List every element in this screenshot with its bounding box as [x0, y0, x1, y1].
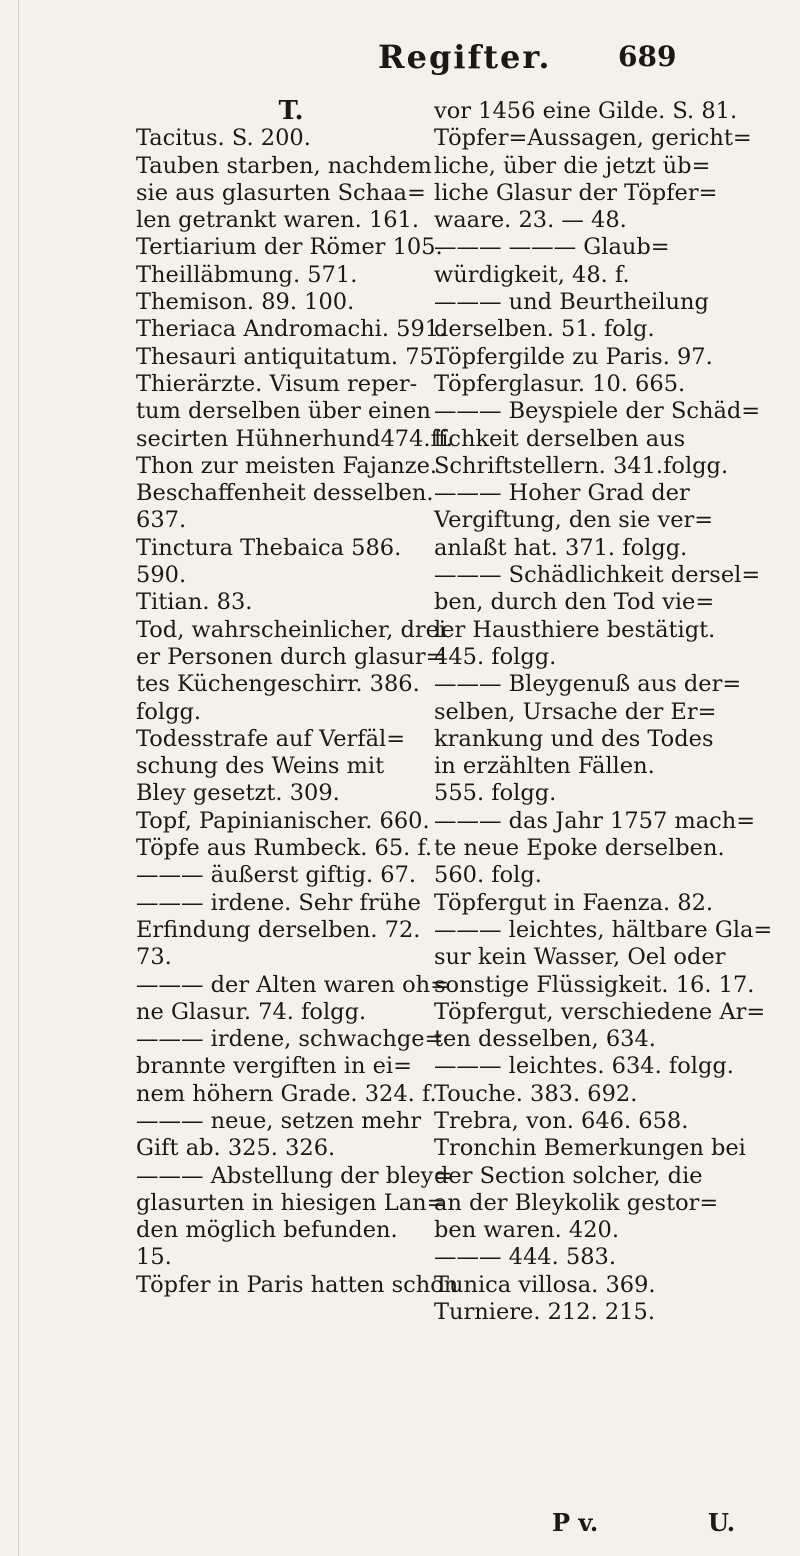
index-line: glasurten in hiesigen Lan=	[136, 1189, 446, 1216]
index-line: sie aus glasurten Schaa=	[136, 179, 426, 206]
index-line: 560. folg.	[434, 862, 542, 889]
index-line: derselben. 51. folg.	[434, 316, 655, 343]
index-line: Beschaffenheit desselben.	[136, 480, 434, 507]
index-line: ——— Bleygenuß aus der=	[434, 671, 742, 698]
index-column-left	[136, 96, 459, 1299]
index-line: an der Bleykolik gestor=	[434, 1189, 719, 1216]
index-line: er Personen durch glasur=	[136, 643, 445, 670]
index-line: ——— irdene, schwachge=	[136, 1026, 444, 1053]
page-footer	[0, 1508, 800, 1548]
index-line: ——— Hoher Grad der	[434, 480, 690, 507]
index-line: Töpfe aus Rumbeck. 65. f.	[136, 835, 433, 862]
index-line: ler Hausthiere bestätigt.	[434, 616, 716, 643]
index-line: Todesstrafe auf Verfäl=	[136, 725, 406, 752]
index-line: ten desselben, 634.	[434, 1026, 656, 1053]
index-line: Schriftstellern. 341.folgg.	[434, 452, 729, 479]
index-line: 15.	[136, 1244, 172, 1271]
index-line: Tacitus. S. 200.	[136, 125, 311, 152]
index-line: ——— äußerst giftig. 67.	[136, 862, 417, 889]
index-line: Trebra, von. 646. 658.	[434, 1107, 689, 1134]
index-line: secirten Hühnerhund474.ff.	[136, 425, 453, 452]
index-line: nem höhern Grade. 324. f.	[136, 1080, 437, 1107]
index-line: waare. 23. — 48.	[434, 207, 627, 234]
index-line: te neue Epoke derselben.	[434, 835, 725, 862]
index-line: Thierärzte. Visum reper-	[136, 370, 418, 397]
index-line: anlaßt hat. 371. folgg.	[434, 534, 688, 561]
index-line: Vergiftung, den sie ver=	[434, 507, 714, 534]
index-line: 590.	[136, 562, 187, 589]
index-line: ——— und Beurtheilung	[434, 289, 709, 316]
index-line: ben, durch den Tod vie=	[434, 589, 715, 616]
index-line: lichkeit derselben aus	[434, 425, 686, 452]
index-line: ——— irdene. Sehr frühe	[136, 889, 421, 916]
index-line: Tunica villosa. 369.	[434, 1271, 656, 1298]
index-line: Tinctura Thebaica 586.	[136, 534, 402, 561]
index-column-right	[434, 98, 773, 1326]
index-line: liche, über die jetzt üb=	[434, 152, 711, 179]
index-line: Tronchin Bemerkungen bei	[434, 1135, 746, 1162]
index-line: ——— leichtes, hältbare Gla=	[434, 916, 773, 943]
index-line: Thesauri antiquitatum. 75.	[136, 343, 442, 370]
index-line: Gift ab. 325. 326.	[136, 1135, 336, 1162]
page-edge-line	[18, 0, 19, 1556]
index-line: Touche. 383. 692.	[434, 1080, 638, 1107]
index-line: Turniere. 212. 215.	[434, 1299, 655, 1326]
index-line: ——— Beyspiele der Schäd=	[434, 398, 761, 425]
index-line: ne Glasur. 74. folgg.	[136, 998, 367, 1025]
signature-mark: P v.	[552, 1508, 599, 1537]
index-line: Töpfergilde zu Paris. 97.	[434, 343, 713, 370]
index-line: liche Glasur der Töpfer=	[434, 179, 718, 206]
index-line: ——— leichtes. 634. folgg.	[434, 1053, 734, 1080]
index-line: ——— 444. 583.	[434, 1244, 616, 1271]
index-line: 637.	[136, 507, 187, 534]
index-line: Töpfer=Aussagen, gericht=	[434, 125, 752, 152]
index-line: Topf, Papinianischer. 660.	[136, 807, 430, 834]
index-line: folgg.	[136, 698, 202, 725]
page-number: 689	[618, 40, 677, 73]
index-line: 445. folgg.	[434, 643, 557, 670]
index-line: schung des Weins mit	[136, 753, 385, 780]
index-line: Bley gesetzt. 309.	[136, 780, 340, 807]
index-line: Erfindung derselben. 72.	[136, 916, 421, 943]
page-header	[0, 38, 800, 88]
catchword: U.	[708, 1508, 736, 1537]
index-line: würdigkeit, 48. f.	[434, 261, 630, 288]
index-line: Tertiarium der Römer 105.	[136, 234, 443, 261]
index-line: Thon zur meisten Fajanze.	[136, 452, 438, 479]
index-line: ——— der Alten waren oh=	[136, 971, 450, 998]
index-line: Titian. 83.	[136, 589, 253, 616]
index-line: Tauben starben, nachdem	[136, 152, 432, 179]
index-line: Theriaca Andromachi. 591.	[136, 316, 447, 343]
running-title: Regifter.	[378, 38, 552, 76]
index-line: ——— neue, setzen mehr	[136, 1107, 422, 1134]
index-line: selben, Ursache der Er=	[434, 698, 717, 725]
index-line: 73.	[136, 944, 172, 971]
index-line: 555. folgg.	[434, 780, 557, 807]
index-line: krankung und des Todes	[434, 725, 714, 752]
index-line: sonstige Flüssigkeit. 16. 17.	[434, 971, 755, 998]
index-line: sur kein Wasser, Oel oder	[434, 944, 726, 971]
index-line: ben waren. 420.	[434, 1217, 619, 1244]
index-line: ——— ——— Glaub=	[434, 234, 670, 261]
index-line: ——— das Jahr 1757 mach=	[434, 807, 756, 834]
index-line: der Section solcher, die	[434, 1162, 703, 1189]
index-line: Töpfergut in Faenza. 82.	[434, 889, 714, 916]
section-letter: T.	[278, 96, 304, 126]
index-line: brannte vergiften in ei=	[136, 1053, 412, 1080]
index-line: Töpfergut, verschiedene Ar=	[434, 998, 766, 1025]
index-line: vor 1456 eine Gilde. S. 81.	[434, 98, 738, 124]
index-line: in erzählten Fällen.	[434, 753, 655, 780]
index-line: tes Küchengeschirr. 386.	[136, 671, 420, 698]
index-line: Töpferglasur. 10. 665.	[434, 370, 686, 397]
index-line: Töpfer in Paris hatten schon	[136, 1271, 459, 1298]
index-line: Theilläbmung. 571.	[136, 261, 358, 288]
index-line: len getrankt waren. 161.	[136, 207, 420, 234]
index-line: tum derselben über einen	[136, 398, 431, 425]
index-line: den möglich befunden.	[136, 1217, 398, 1244]
index-line: ——— Abstellung der bley=	[136, 1162, 453, 1189]
index-line: ——— Schädlichkeit dersel=	[434, 562, 761, 589]
index-line: Themison. 89. 100.	[136, 289, 355, 316]
index-line: Tod, wahrscheinlicher, drei	[136, 616, 447, 643]
